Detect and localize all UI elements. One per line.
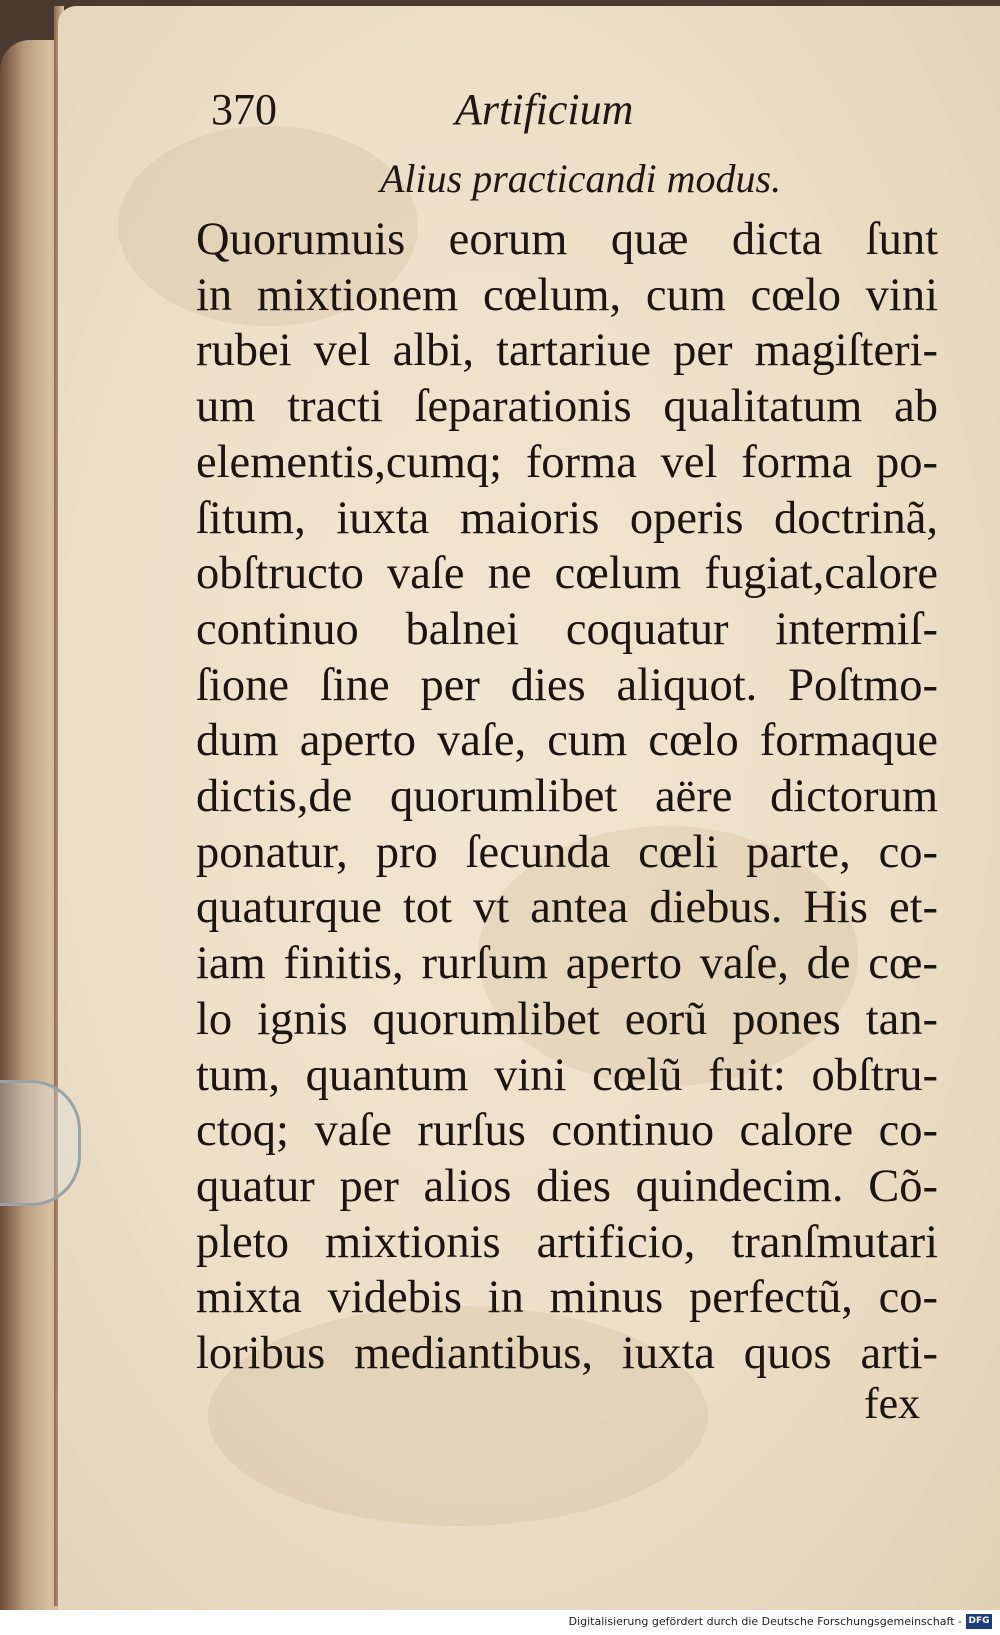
text-line: quatur per alios dies quindecim. Cõ- [196, 1160, 938, 1212]
text-line: mixta videbis in minus perfectũ, co- [196, 1272, 938, 1324]
page-header [205, 82, 925, 142]
running-title: Artificium [455, 85, 634, 134]
text-line: elementis,cumq; forma vel forma po- [196, 436, 938, 488]
page-clip [0, 1080, 81, 1206]
text-line: rubei vel albi, tartariue per magiſteri- [196, 325, 938, 377]
digitization-footer [0, 1610, 1000, 1635]
text-line: tum, quantum vini cœlũ fuit: obſtru- [196, 1049, 938, 1101]
catchword: fex [864, 1379, 921, 1428]
text-line: loribus mediantibus, iuxta quos arti- [196, 1328, 938, 1380]
text-line: ponatur, pro ſecunda cœli parte, co- [196, 826, 938, 878]
text-line: ſione ſine per dies aliquot. Poſtmo- [196, 659, 938, 711]
text-line: iam finitis, rurſum aperto vaſe, de cœ- [196, 938, 938, 990]
funding-credit: Digitalisierung gefördert durch die Deutsche Forschungsgemeinschaft - [568, 1615, 962, 1628]
text-line: dictis,de quorumlibet aëre dictorum [196, 771, 938, 823]
page-number: 370 [211, 85, 277, 134]
text-line: quaturque tot vt antea diebus. His et- [196, 882, 938, 934]
text-line: ſitum, iuxta maioris operis doctrinã, [196, 492, 938, 544]
section-title: Alius practicandi modus. [380, 156, 782, 201]
dfg-logo-icon: DFG [966, 1614, 992, 1629]
text-line: continuo balnei coquatur intermiſ- [196, 603, 938, 655]
text-line: in mixtionem cœlum, cum cœlo vini [196, 269, 938, 321]
text-line: pleto mixtionis artificio, tranſmutari [196, 1216, 938, 1268]
body-text [196, 212, 938, 1382]
text-line: obſtructo vaſe ne cœlum fugiat,calore [196, 548, 938, 600]
text-line: dum aperto vaſe, cum cœlo formaque [196, 715, 938, 767]
text-line: ctoq; vaſe rurſus continuo calore co- [196, 1105, 938, 1157]
text-line: lo ignis quorumlibet eorũ pones tan- [196, 993, 938, 1045]
text-line: Quorumuis eorum quæ dicta ſunt [196, 214, 938, 265]
text-line: um tracti ſeparationis qualitatum ab [196, 381, 938, 433]
